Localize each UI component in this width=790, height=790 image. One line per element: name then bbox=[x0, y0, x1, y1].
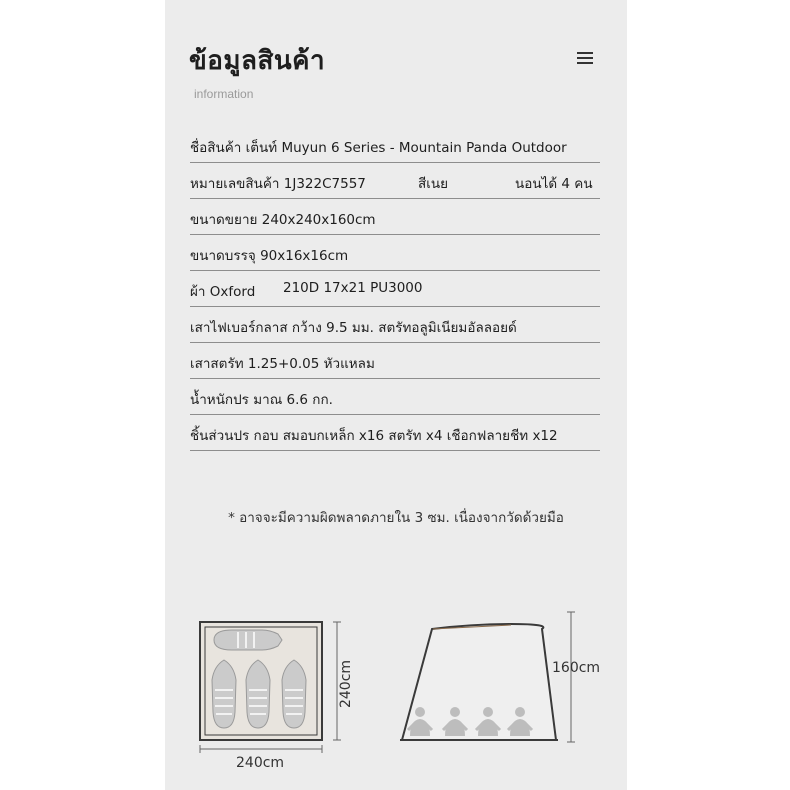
spec-color: สีเนย bbox=[418, 176, 448, 192]
measurement-note: * อาจจะมีความผิดพลาดภายใน 3 ซม. เนื่องจากวัดด้วยมือ bbox=[228, 510, 564, 526]
width-label: 240cm bbox=[236, 755, 285, 771]
height-label: 160cm bbox=[552, 660, 601, 676]
sleeping-bag-2 bbox=[246, 660, 270, 728]
sleeping-bag-1 bbox=[212, 660, 236, 728]
page-title: ข้อมูลสินค้า bbox=[189, 46, 326, 76]
spec-fabric-spec: 210D 17x21 PU3000 bbox=[283, 280, 423, 296]
spec-stakes: เสาสตรัท 1.25+0.05 หัวแหลม bbox=[190, 356, 375, 372]
spec-weight: น้ำหนักปร มาณ 6.6 กก. bbox=[190, 392, 333, 408]
spec-fabric-label: ผ้า Oxford bbox=[190, 284, 256, 300]
spec-size-packed: ขนาดบรรจุ 90x16x16cm bbox=[190, 248, 349, 264]
side-view-diagram bbox=[400, 612, 575, 742]
spec-parts: ชิ้นส่วนปร กอบ สมอบกเหล็ก x16 สตรัท x4 เชือกฟลายชีท x12 bbox=[190, 428, 558, 444]
spec-poles: เสาไฟเบอร์กลาส กว้าง 9.5 มม. สตรัทอลูมิเนียมอัลลอยด์ bbox=[190, 320, 517, 336]
spec-capacity: นอนได้ 4 คน bbox=[515, 176, 593, 192]
sleeping-bag-3 bbox=[282, 660, 306, 728]
page-subtitle: information bbox=[194, 87, 254, 101]
floor-plan-diagram bbox=[200, 622, 341, 753]
spec-code: หมายเลขสินค้า 1J322C7557 bbox=[190, 176, 366, 192]
spec-name: ชื่อสินค้า เต็นท์ Muyun 6 Series - Mountain Panda Outdoor bbox=[190, 140, 567, 156]
spec-size-open: ขนาดขยาย 240x240x160cm bbox=[190, 212, 376, 228]
sleeping-bag-horizontal bbox=[214, 630, 282, 650]
depth-label: 240cm bbox=[338, 659, 355, 709]
